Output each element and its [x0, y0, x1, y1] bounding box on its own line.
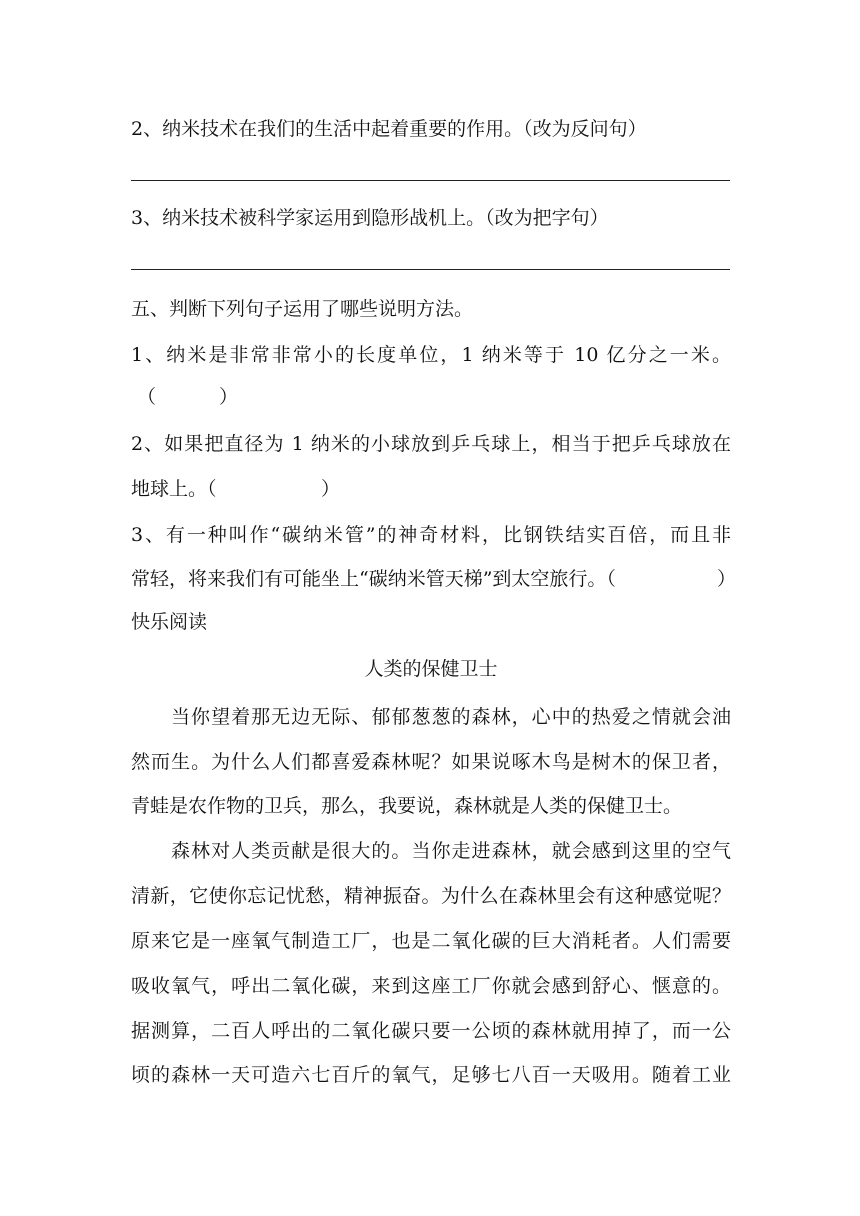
s5-question-1-line1: 1、纳米是非常非常小的长度单位，1 纳米等于 10 亿分之一米。	[131, 344, 731, 366]
rewrite-question-3: 3、纳米技术被科学家运用到隐形战机上。（改为把字句）	[131, 207, 609, 229]
s5-q1-answer-blank[interactable]	[157, 385, 217, 409]
paragraph-2-line: 据测算，二百人呼出的二氧化碳只要一公顷的森林就用掉了，而一公	[131, 1020, 731, 1042]
paragraph-1-line: 然而生。为什么人们都喜爱森林呢？如果说啄木鸟是树木的保卫者，	[131, 751, 731, 773]
s5-question-3-line2	[131, 567, 737, 591]
answer-line-3[interactable]	[131, 269, 730, 270]
paragraph-2-line: 原来它是一座氧气制造工厂，也是二氧化碳的巨大消耗者。人们需要	[131, 930, 731, 952]
s5-question-2-line2	[131, 477, 731, 501]
paragraph-2-line: 顷的森林一天可造六七百斤的氧气，足够七八百一天吸用。随着工业	[131, 1064, 731, 1086]
s5-q2-close-paren: ）	[321, 478, 341, 500]
paragraph-2-line: 吸收氧气，呼出二氧化碳，来到这座工厂你就会感到舒心、惬意的。	[131, 975, 731, 997]
paragraph-1-line: 当你望着那无边无际、郁郁葱葱的森林，心中的热爱之情就会油	[171, 706, 731, 728]
paragraph-2-line: 森林对人类贡献是很大的。当你走进森林，就会感到这里的空气	[171, 840, 731, 862]
rewrite-question-2: 2、纳米技术在我们的生活中起着重要的作用。（改为反问句）	[131, 118, 647, 140]
s5-q2-text: 地球上。（	[131, 478, 217, 500]
s5-q2-answer-blank[interactable]	[231, 477, 319, 501]
s5-q1-open-paren: （	[137, 386, 157, 408]
answer-line-2[interactable]	[131, 180, 730, 181]
s5-q3-close-paren: ）	[717, 568, 737, 590]
article-title: 人类的保健卫士	[364, 658, 498, 680]
s5-q1-close-paren: ）	[219, 386, 239, 408]
s5-q3-answer-blank[interactable]	[657, 567, 715, 591]
paragraph-2-line: 清新，它使你忘记忧愁，精神振奋。为什么在森林里会有这种感觉呢？	[131, 885, 731, 907]
s5-question-3-line1: 3、有一种叫作“碳纳米管”的神奇材料，比钢铁结实百倍，而且非	[131, 524, 731, 546]
paragraph-1-line: 青蛙是农作物的卫兵，那么，我要说，森林就是人类的保健卫士。	[131, 795, 683, 817]
section-5-heading: 五、判断下列句子运用了哪些说明方法。	[131, 298, 474, 320]
s5-q3-text: 常轻，将来我们有可能坐上“碳纳米管天梯”到太空旅行。（	[131, 568, 616, 590]
reading-section-title: 快乐阅读	[131, 611, 208, 633]
s5-question-2-line1: 2、如果把直径为 1 纳米的小球放到乒乓球上，相当于把乒乓球放在	[131, 433, 731, 455]
